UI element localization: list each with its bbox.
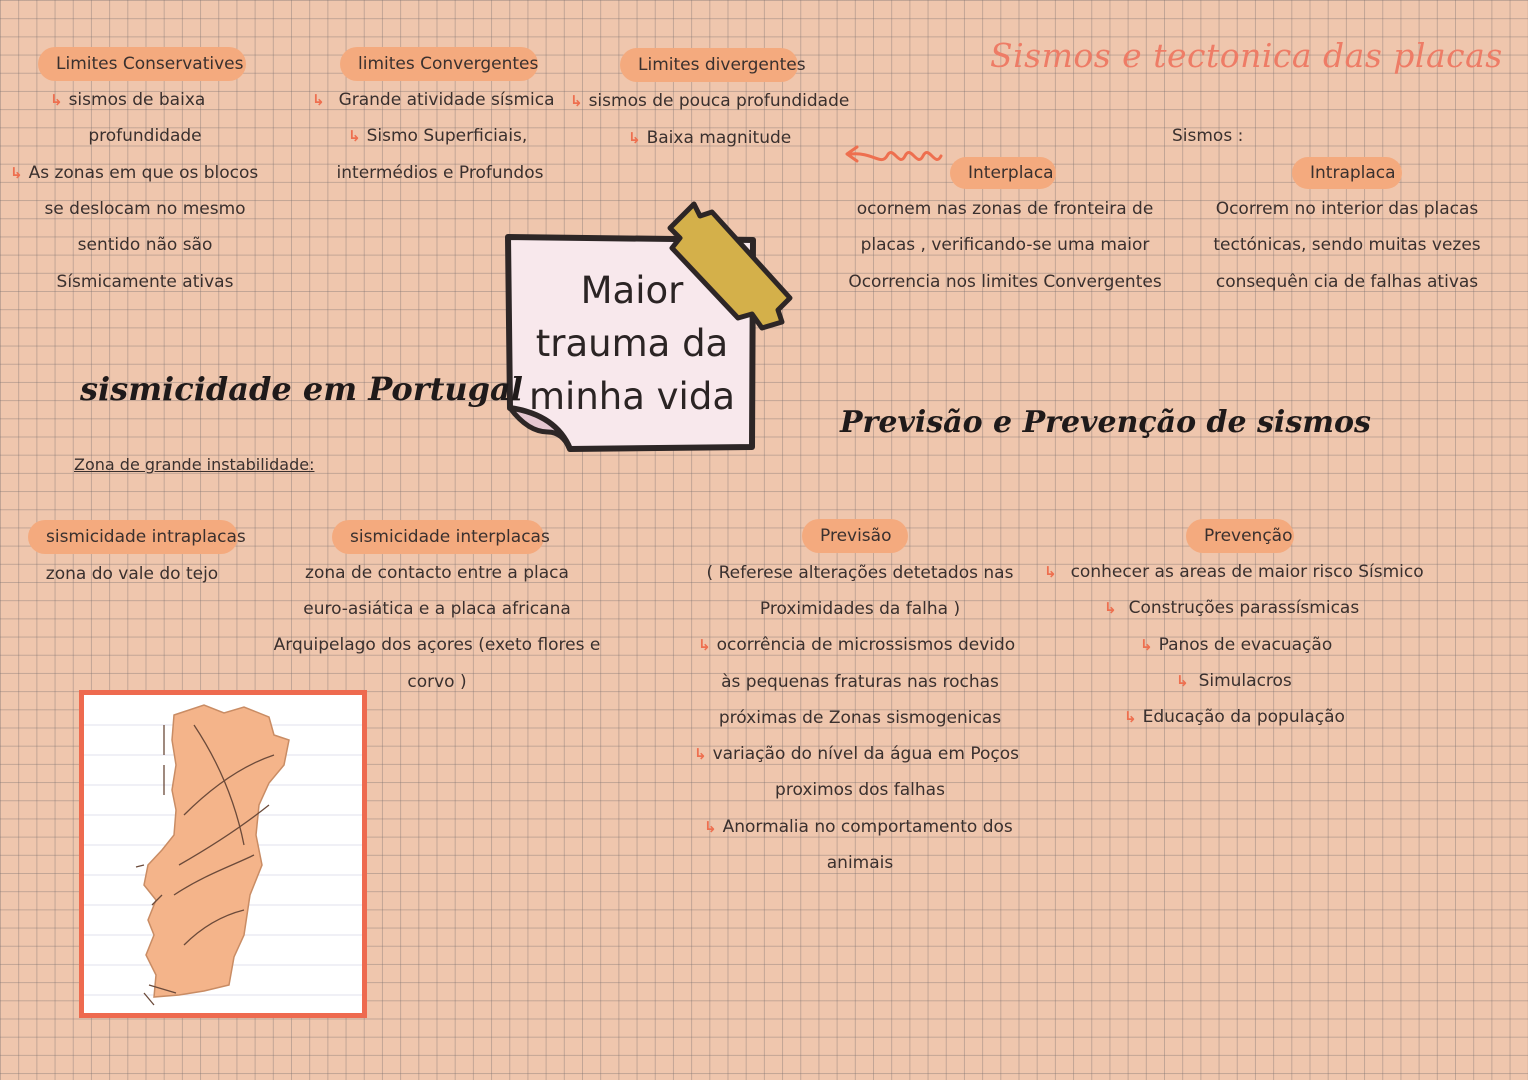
previsao-line8: ↳ Anormalia no comportamento dos <box>704 817 1013 837</box>
convergentes-item2: ↳ Sismo Superficiais, <box>348 126 528 146</box>
conservativos-item2-line4: Sísmicamente ativas <box>56 272 234 292</box>
interplaca-line2: placas , verificando-se uma maior <box>860 235 1150 255</box>
sticky-note-text <box>510 264 754 423</box>
intraplacas-pill: sismicidade intraplacas <box>28 520 238 554</box>
intraplaca-line2: tectónicas, sendo muitas vezes <box>1213 235 1481 255</box>
return-arrow-icon: ↳ <box>1124 708 1137 726</box>
return-arrow-icon: ↳ <box>10 164 23 182</box>
portugal-heading: sismicidade em Portugal <box>80 370 523 408</box>
interplacas-line2: euro-asiática e a placa africana <box>303 599 571 619</box>
return-arrow-icon: ↳ <box>570 92 583 110</box>
conservativos-item1: ↳ sismos de baixa <box>50 90 206 110</box>
portugal-subheading: Zona de grande instabilidade: <box>74 455 315 474</box>
conservativos-item2-line2: se deslocam no mesmo <box>44 199 246 219</box>
limites-convergentes-pill: limites Convergentes <box>340 47 538 81</box>
interplacas-pill: sismicidade interplacas <box>332 520 544 554</box>
return-arrow-icon: ↳ <box>312 91 325 109</box>
interplacas-line3: Arquipelago dos açores (exeto flores e <box>273 635 601 655</box>
return-arrow-icon: ↳ <box>704 818 717 836</box>
return-arrow-icon: ↳ <box>1176 672 1189 690</box>
sticky-note-line3: minha vida <box>529 375 735 418</box>
return-arrow-icon: ↳ <box>348 127 361 145</box>
conservativos-item2: ↳ As zonas em que os blocos <box>10 163 259 183</box>
previsao-line4: às pequenas fraturas nas rochas <box>721 672 999 692</box>
previsao-line1: ( Referese alterações detetados nas <box>706 563 1014 583</box>
convergentes-item1: ↳ Grande atividade sísmica <box>312 90 555 110</box>
return-arrow-icon: ↳ <box>1104 599 1117 617</box>
sismos-heading: Sismos : <box>1172 126 1244 146</box>
interplacas-line1: zona de contacto entre a placa <box>305 563 569 583</box>
return-arrow-icon: ↳ <box>694 745 707 763</box>
prevencao-pill: Prevenção <box>1186 519 1294 553</box>
prevencao-item3: ↳ Panos de evacuação <box>1140 635 1333 655</box>
previsao-line9: animais <box>826 853 894 873</box>
previsao-prevencao-heading: Previsão e Prevenção de sismos <box>840 405 1371 440</box>
page-title: Sismos e tectonica das placas <box>990 36 1503 75</box>
sticky-note-line1: Maior <box>580 269 684 312</box>
prevencao-item2: ↳ Construções parassísmicas <box>1104 598 1360 618</box>
previsao-line6: ↳ variação do nível da água em Poços <box>694 744 1019 764</box>
previsao-line3: ↳ ocorrência de microssismos devido <box>698 635 1016 655</box>
intraplaca-line3: consequên cia de falhas ativas <box>1215 272 1479 292</box>
prevencao-item1: ↳ conhecer as areas de maior risco Sísmico <box>1044 562 1424 582</box>
return-arrow-icon: ↳ <box>628 129 641 147</box>
interplaca-line1: ocornem nas zonas de fronteira de <box>856 199 1154 219</box>
divergentes-item1: ↳ sismos de pouca profundidade <box>570 91 850 111</box>
previsao-line2: Proximidades da falha ) <box>759 599 961 619</box>
sticky-note-line2: trauma da <box>535 322 729 365</box>
return-arrow-icon: ↳ <box>698 636 711 654</box>
squiggle-arrow-icon <box>843 142 943 172</box>
previsao-line7: proximos dos falhas <box>775 780 945 800</box>
intraplaca-pill: Intraplaca <box>1292 157 1402 189</box>
limites-conservativos-pill: Limites Conservatives <box>38 47 246 81</box>
return-arrow-icon: ↳ <box>1140 636 1153 654</box>
portugal-map-frame <box>79 690 367 1018</box>
intraplacas-line1: zona do vale do tejo <box>45 564 219 584</box>
portugal-map-sketch <box>84 695 362 1013</box>
interplaca-pill: Interplaca <box>950 157 1056 189</box>
divergentes-item2: ↳ Baixa magnitude <box>628 128 792 148</box>
limites-divergentes-pill: Limites divergentes <box>620 48 798 82</box>
convergentes-item2-cont: intermédios e Profundos <box>336 163 544 183</box>
interplaca-line3: Ocorrencia nos limites Convergentes <box>848 272 1162 292</box>
conservativos-item2-line3: sentido não são <box>77 235 213 255</box>
previsao-pill: Previsão <box>802 519 908 553</box>
conservativos-item1-cont: profundidade <box>88 126 202 146</box>
return-arrow-icon: ↳ <box>50 91 63 109</box>
return-arrow-icon: ↳ <box>1044 563 1057 581</box>
prevencao-item4: ↳ Simulacros <box>1176 671 1292 691</box>
interplacas-line4: corvo ) <box>407 672 467 692</box>
previsao-line5: próximas de Zonas sismogenicas <box>718 708 1002 728</box>
prevencao-item5: ↳ Educação da população <box>1124 707 1345 727</box>
intraplaca-line1: Ocorrem no interior das placas <box>1215 199 1479 219</box>
